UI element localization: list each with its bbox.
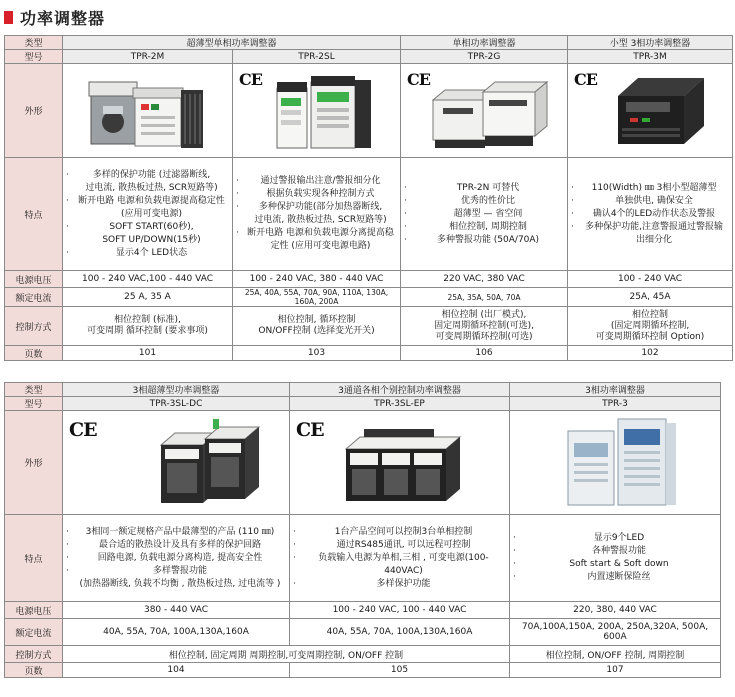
power-regulator-device-icon xyxy=(85,70,215,152)
feature-item: · 优秀的性价比 xyxy=(403,195,565,208)
voltage-value: 100 - 240 VAC, 100 - 440 VAC xyxy=(290,602,510,619)
page-number: 107 xyxy=(510,663,721,678)
current-value: 40A, 55A, 70A, 100A,130A,160A xyxy=(63,619,290,646)
row-label-control: 控制方式 xyxy=(5,646,63,663)
spec-table-single-phase xyxy=(4,35,733,361)
group-header: 3通道各相个别控制功率调整器 xyxy=(290,383,510,397)
feature-item: 出细分化 xyxy=(636,234,673,245)
row-label-category: 类型 xyxy=(5,36,63,50)
model-name: TPR-3M xyxy=(568,50,733,64)
feature-item: · 断开电路 电源和负载电源分离提高稳 xyxy=(235,227,398,240)
ce-mark-icon: CE xyxy=(407,70,430,89)
feature-item: · 负载输入电源为单相,三相 , 可变电源(100-440VAC) xyxy=(292,552,507,578)
group-header: 3相超薄型功率调整器 xyxy=(63,383,290,397)
page-number: 101 xyxy=(63,346,233,361)
voltage-value: 220, 380, 440 VAC xyxy=(510,602,721,619)
feature-item: · 确认4个的LED动作状态及警报 xyxy=(570,208,730,221)
page-number: 104 xyxy=(63,663,290,678)
current-value: 25A, 40A, 55A, 70A, 90A, 110A, 130A, 160A, 200A xyxy=(233,288,401,307)
feature-item: · 通过RS485通讯, 可以远程可控制 xyxy=(292,539,507,552)
feature-list-cell xyxy=(510,515,721,602)
product-image-cell xyxy=(510,411,721,515)
feature-list-cell xyxy=(233,158,401,271)
row-label-current: 额定电流 xyxy=(5,619,63,646)
feature-list-cell xyxy=(568,158,733,271)
voltage-value: 100 - 240 VAC,100 - 440 VAC xyxy=(63,271,233,288)
feature-list-cell xyxy=(63,158,233,271)
model-name: TPR-2G xyxy=(401,50,568,64)
model-name: TPR-2SL xyxy=(233,50,401,64)
power-regulator-device-icon xyxy=(340,415,470,511)
feature-item: · 断开电路 电源和负载电源提高稳定性 xyxy=(65,195,230,208)
row-label-category: 类型 xyxy=(5,383,63,397)
control-value: 相位控制, ON/OFF 控制, 周期控制 xyxy=(510,646,721,663)
feature-item: · 最合适的散热设计及具有多样的保护回路 xyxy=(65,539,287,552)
feature-item: · 多种保护功能(部分加热器断线, xyxy=(235,201,398,214)
feature-item: · 1台产品空间可以控制3台单相控制 xyxy=(292,526,507,539)
row-label-model: 型号 xyxy=(5,50,63,64)
row-label-voltage: 电源电压 xyxy=(5,271,63,288)
page-number: 106 xyxy=(401,346,568,361)
feature-item: · 通过警报输出注意/警报细分化 xyxy=(235,175,398,188)
row-label-appearance: 外形 xyxy=(5,64,63,158)
feature-item: · 3相同一额定规格产品中最薄型的产品 (110 ㎜) xyxy=(65,526,287,539)
product-image-cell xyxy=(63,64,233,158)
row-label-control: 控制方式 xyxy=(5,307,63,346)
page-number: 103 xyxy=(233,346,401,361)
voltage-value: 220 VAC, 380 VAC xyxy=(401,271,568,288)
group-header: 小型 3相功率调整器 xyxy=(568,36,733,50)
control-value: 相位控制, 固定周期 周期控制,可变周期控制, ON/OFF 控制 xyxy=(63,646,510,663)
feature-item: · 根据负载实现各种控制方式 xyxy=(235,188,398,201)
power-regulator-device-icon xyxy=(271,70,381,152)
control-line: 相位控制, 循环控制 xyxy=(277,315,356,325)
row-label-page: 页数 xyxy=(5,663,63,678)
feature-list-cell xyxy=(290,515,510,602)
feature-list-cell xyxy=(63,515,290,602)
control-line: 相位控制 (标准), xyxy=(114,315,181,325)
row-label-features: 特点 xyxy=(5,158,63,271)
feature-item: 过电流, 散热板过热, SCR短路等) xyxy=(85,182,218,193)
control-line: (固定周期循环控制, xyxy=(610,320,690,331)
feature-item: 过电流, 散热板过热, SCR短路等) xyxy=(254,215,387,225)
feature-item: SOFT UP/DOWN(15秒) xyxy=(102,234,201,245)
control-line: 可变周期循环控制(可选) xyxy=(435,331,533,342)
feature-item: (加热器断线, 负载不均衡 , 散热板过热, 过电流等 ) xyxy=(79,578,281,589)
feature-item: · 内置速断保险丝 xyxy=(512,571,718,584)
product-image-cell xyxy=(290,411,510,515)
voltage-value: 100 - 240 VAC, 380 - 440 VAC xyxy=(233,271,401,288)
feature-item: · 超薄型 — 省空间 xyxy=(403,208,565,221)
row-label-voltage: 电源电压 xyxy=(5,602,63,619)
voltage-value: 100 - 240 VAC xyxy=(568,271,733,288)
feature-item: · 多样的保护功能 (过滤器断线, xyxy=(65,169,230,182)
feature-item: · SOFT START(60秒), xyxy=(65,221,230,234)
title-marker xyxy=(4,11,13,24)
voltage-value: 380 - 440 VAC xyxy=(63,602,290,619)
current-value: 25A, 35A, 50A, 70A xyxy=(401,288,568,307)
power-regulator-device-icon xyxy=(153,415,273,511)
row-label-features: 特点 xyxy=(5,515,63,602)
model-name: TPR-3SL-EP xyxy=(290,397,510,411)
control-value xyxy=(568,307,733,346)
page-number: 105 xyxy=(290,663,510,678)
row-label-appearance: 外形 xyxy=(5,411,63,515)
page-number: 102 xyxy=(568,346,733,361)
feature-item: · TPR-2N 可替代 xyxy=(403,182,565,195)
control-value xyxy=(401,307,568,346)
row-label-current: 额定电流 xyxy=(5,288,63,307)
control-line: 可变周期 循环控制 (要求事项) xyxy=(87,326,208,336)
control-value xyxy=(233,307,401,346)
feature-item: · 110(Width) ㎜ 3相小型超薄型 xyxy=(570,182,730,195)
group-header: 超薄型单相功率调整器 xyxy=(63,36,401,50)
row-label-model: 型号 xyxy=(5,397,63,411)
feature-item: (应用可变电源) xyxy=(120,208,183,219)
feature-item: · 显示4个 LED状态 xyxy=(65,247,230,260)
spec-table-three-phase xyxy=(4,382,721,678)
feature-item: · 多样保护功能 xyxy=(292,578,507,591)
row-label-page: 页数 xyxy=(5,346,63,361)
feature-item: · Soft start & Soft down xyxy=(512,558,718,571)
current-value: 40A, 55A, 70A, 100A,130A,160A xyxy=(290,619,510,646)
power-regulator-device-icon xyxy=(560,415,690,511)
model-name: TPR-2M xyxy=(63,50,233,64)
current-value: 25A, 45A xyxy=(568,288,733,307)
group-header: 单相功率调整器 xyxy=(401,36,568,50)
ce-mark-icon: CE xyxy=(239,70,262,89)
page-title-bar xyxy=(4,6,105,28)
feature-item: · 多种警报功能 (50A/70A) xyxy=(403,234,565,247)
feature-item: · 显示9个LED xyxy=(512,532,718,545)
ce-mark-icon: CE xyxy=(69,419,97,441)
model-name: TPR-3 xyxy=(510,397,721,411)
group-header: 3相功率调整器 xyxy=(510,383,721,397)
ce-mark-icon: CE xyxy=(574,70,597,89)
feature-item: · 回路电源, 负载电源分离构造, 提高安全性 xyxy=(65,552,287,565)
feature-list-cell xyxy=(401,158,568,271)
control-line: 固定周期循环控制(可选), xyxy=(434,320,534,331)
feature-item: · 多种保护功能,注意警报通过警报输 xyxy=(570,221,730,234)
current-value: 25 A, 35 A xyxy=(63,288,233,307)
control-line: 可变周期循环控制 Option) xyxy=(595,331,705,342)
product-image-cell xyxy=(401,64,568,158)
model-name: TPR-3SL-DC xyxy=(63,397,290,411)
feature-item: · 相位控制, 周期控制 xyxy=(403,221,565,234)
control-line: ON/OFF控制 (选择变光开关) xyxy=(258,326,375,336)
feature-item: · 单独供电, 确保安全 xyxy=(570,195,730,208)
power-regulator-device-icon xyxy=(423,70,553,152)
page-title: 功率调整器 xyxy=(20,8,106,28)
power-regulator-device-icon xyxy=(608,68,718,152)
current-value: 70A,100A,150A, 200A, 250A,320A, 500A, 600A xyxy=(510,619,721,646)
product-image-cell xyxy=(233,64,401,158)
feature-item: · 各种警报功能 xyxy=(512,545,718,558)
product-image-cell xyxy=(63,411,290,515)
control-line: 相位控制 xyxy=(632,309,669,320)
feature-item: 定性 (应用可变电源电路) xyxy=(270,241,371,251)
ce-mark-icon: CE xyxy=(296,419,324,441)
control-line: 相位控制 (出厂模式), xyxy=(441,309,527,320)
product-image-cell xyxy=(568,64,733,158)
feature-item: · 多样警报功能 xyxy=(65,565,287,578)
control-value xyxy=(63,307,233,346)
